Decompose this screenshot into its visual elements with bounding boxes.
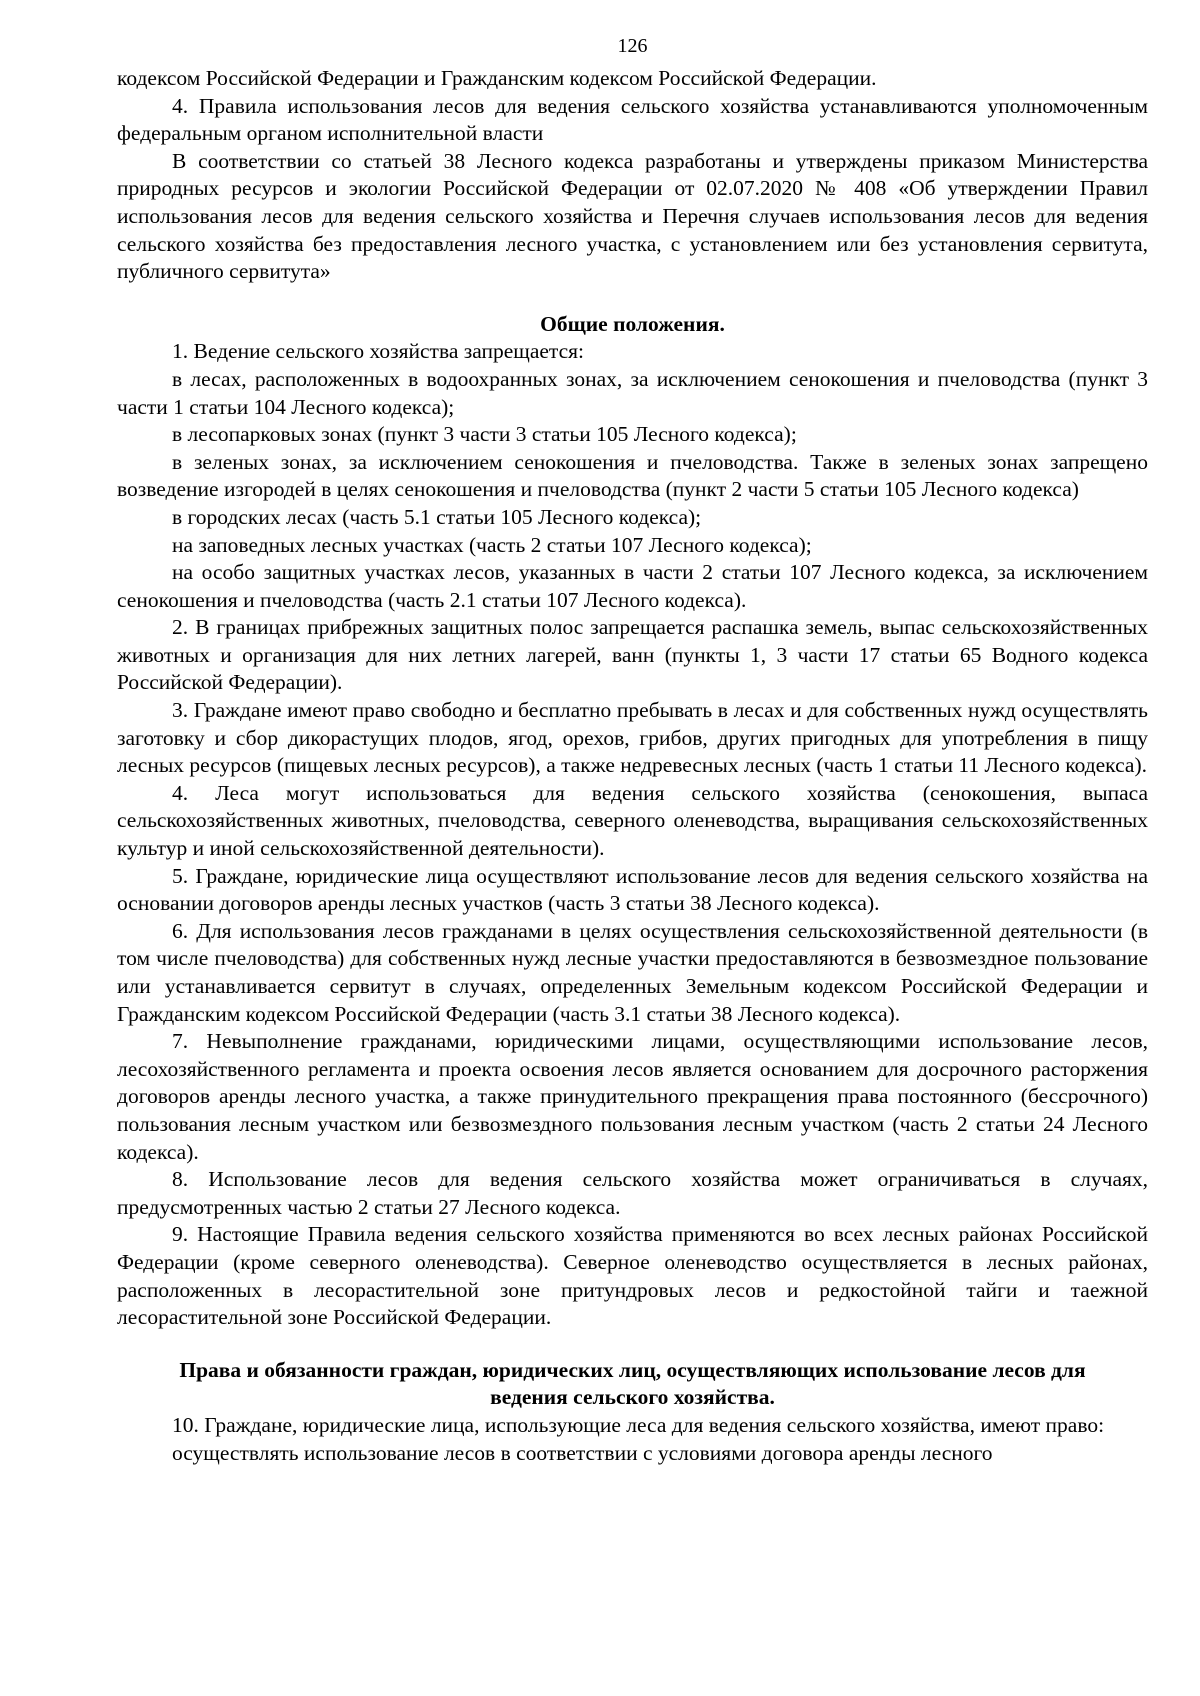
paragraph-item-7: 7. Невыполнение гражданами, юридическими лицами, осуществляющими использование лесов, лесохозяйственного регламента и проекта освоения лесов является основанием для досрочного расторжения договоров аренды лесного участка, а также принудительного прекращения права постоянного (бессрочного) пользования лесным участком или безвозмездного пользования лесным участком (часть 2 статьи 24 Лесного кодекса).: [117, 1029, 1148, 1164]
paragraph-urban-forests: в городских лесах (часть 5.1 статьи 105 Лесного кодекса);: [172, 504, 702, 529]
paragraph-item-10: 10. Граждане, юридические лица, использующие леса для ведения сельского хозяйства, имеют право:: [172, 1412, 1105, 1437]
paragraph-item-9: 9. Настоящие Правила ведения сельского хозяйства применяются во всех лесных районах Российской Федерации (кроме северного оленеводства). Северное оленеводство осуществляется в лесных районах, расположенных в лесорастительной зоне притундровых лесов и редкостойной тайги и таежной лесорастительной зоне Российской Федерации.: [117, 1222, 1148, 1330]
paragraph-item-2: 2. В границах прибрежных защитных полос запрещается распашка земель, выпас сельскохозяйственных животных и организация для них летних лагерей, ванн (пункты 1, 3 части 17 статьи 65 Водного кодекса Российской Федерации).: [117, 615, 1148, 695]
section-heading-general: Общие положения.: [540, 311, 725, 336]
paragraph-item-8: 8. Использование лесов для ведения сельского хозяйства может ограничиваться в случаях, предусмотренных частью 2 статьи 27 Лесного кодекса.: [117, 1167, 1148, 1219]
paragraph-special-protective-plots: на особо защитных участках лесов, указанных в части 2 статьи 107 Лесного кодекса, за исключением сенокошения и пчеловодства (часть 2.1 статьи 107 Лесного кодекса).: [117, 560, 1148, 612]
paragraph-item-1: 1. Ведение сельского хозяйства запрещается:: [172, 339, 584, 364]
section-heading-rights-line-2: ведения сельского хозяйства.: [490, 1385, 775, 1410]
paragraph-water-protection-zones: в лесах, расположенных в водоохранных зонах, за исключением сенокошения и пчеловодства (пункт 3 части 1 статьи 104 Лесного кодекса);: [117, 366, 1148, 419]
paragraph-order-reference: В соответствии со статьей 38 Лесного кодекса разработаны и утверждены приказом Министерства природных ресурсов и экологии Российской Федерации от 02.07.2020 № 408 «Об утверждении Правил использования лесов для ведения сельского хозяйства и Перечня случаев использования лесов для ведения сельского хозяйства без предоставления лесного участка, с установлением или без установления сервитута, публичного сервитута»: [117, 148, 1148, 284]
paragraph-rights-lease: осуществлять использование лесов в соответствии с условиями договора аренды лесного: [172, 1440, 993, 1465]
paragraph-item-4-rules: 4. Правила использования лесов для ведения сельского хозяйства устанавливаются уполномоченным федеральным органом исполнительной власти: [117, 93, 1148, 146]
paragraph-reserve-plots: на заповедных лесных участках (часть 2 статьи 107 Лесного кодекса);: [172, 532, 812, 557]
paragraph-green-zones: в зеленых зонах, за исключением сенокошения и пчеловодства. Также в зеленых зонах запрещено возведение изгородей в целях сенокошения и пчеловодства (пункт 2 части 5 статьи 105 Лесного кодекса): [117, 449, 1148, 502]
section-heading-rights-line-1: Права и обязанности граждан, юридических лиц, осуществляющих использование лесов для: [179, 1357, 1086, 1382]
paragraph-item-3: 3. Граждане имеют право свободно и бесплатно пребывать в лесах и для собственных нужд осуществлять заготовку и сбор дикорастущих плодов, ягод, орехов, грибов, других пригодных для употребления в пищу лесных ресурсов (пищевых лесных ресурсов), а также недревесных лесных (часть 1 статьи 11 Лесного кодекса).: [117, 698, 1148, 778]
paragraph-forest-park-zones: в лесопарковых зонах (пункт 3 части 3 статьи 105 Лесного кодекса);: [172, 422, 797, 447]
section-heading-rights: [117, 1357, 1148, 1412]
paragraph-item-6: 6. Для использования лесов гражданами в целях осуществления сельскохозяйственной деятельности (в том числе пчеловодства) для собственных нужд лесные участки предоставляются в безвозмездное пользование или устанавливается сервитут в случаях, определенных Земельным кодексом Российской Федерации и Гражданским кодексом Российской Федерации (часть 3.1 статьи 38 Лесного кодекса).: [117, 918, 1148, 1026]
page-number: 126: [617, 35, 648, 57]
paragraph-item-4: 4. Леса могут использоваться для ведения сельского хозяйства (сенокошения, выпаса сельскохозяйственных животных, пчеловодства, северного оленеводства, выращивания сельскохозяйственных культур и иной сельскохозяйственной деятельности).: [117, 780, 1148, 861]
paragraph-item-5: 5. Граждане, юридические лица осуществляют использование лесов для ведения сельского хозяйства на основании договоров аренды лесных участков (часть 3 статьи 38 Лесного кодекса).: [117, 863, 1148, 916]
paragraph-continuation: кодексом Российской Федерации и Гражданским кодексом Российской Федерации.: [117, 66, 877, 90]
